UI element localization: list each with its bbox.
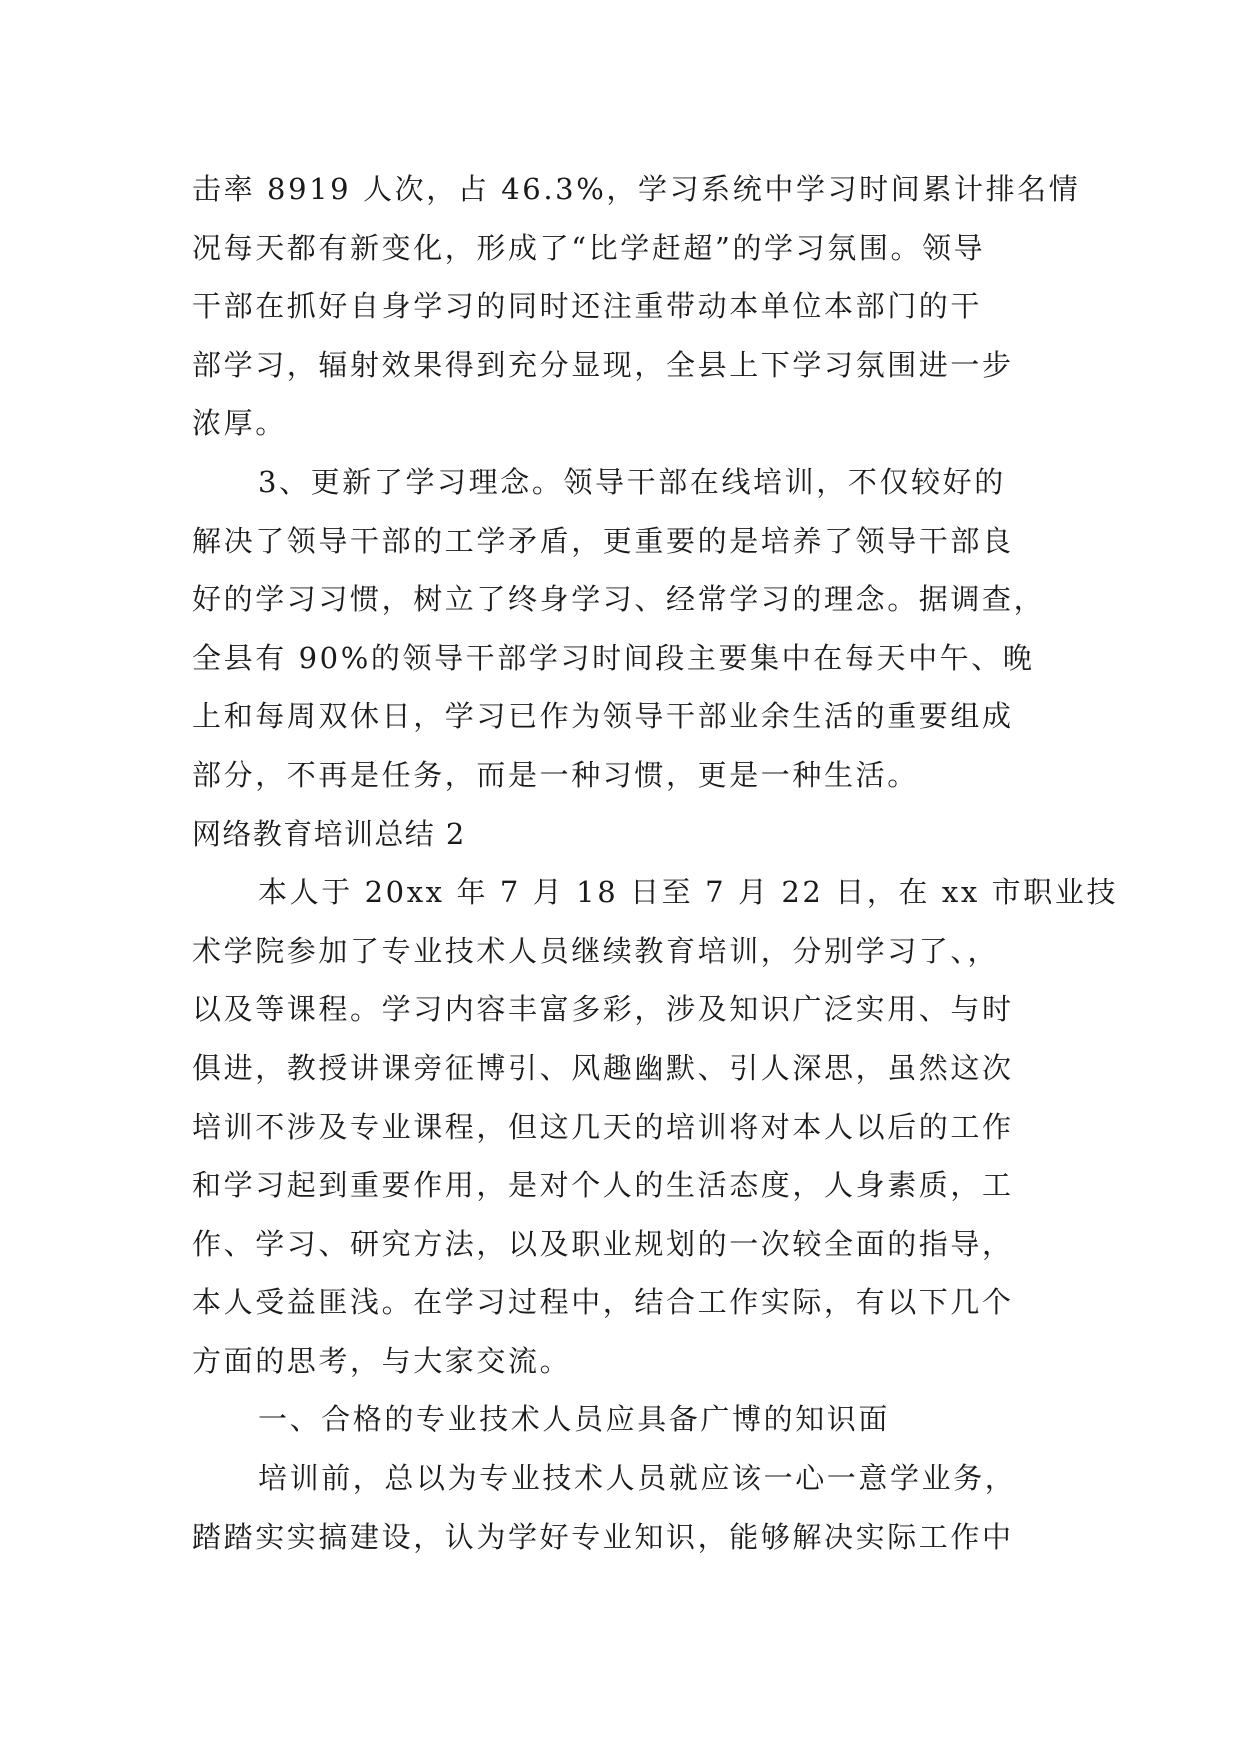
text-line: 一、合格的专业技术人员应具备广博的知识面 (258, 1402, 891, 1437)
text-line: 术学院参加了专业技术人员继续教育培训，分别学习了、， (192, 933, 1000, 968)
text-line: 俱进，教授讲课旁征博引、风趣幽默、引人深思，虽然这次 (192, 1050, 1014, 1085)
text-line: 浓厚。 (192, 406, 287, 441)
text-line: 以及等课程。学习内容丰富多彩，涉及知识广泛实用、与时 (192, 992, 1014, 1027)
text-line: 上和每周双休日，学习已作为领导干部业余生活的重要组成 (192, 699, 1014, 734)
text-line: 本人受益匪浅。在学习过程中，结合工作实际，有以下几个 (192, 1285, 1014, 1320)
text-line: 干部在抓好自身学习的同时还注重带动本单位本部门的干 (192, 289, 983, 324)
document-body (192, 160, 1119, 1566)
text-line: 解决了领导干部的工学矛盾，更重要的是培养了领导干部良 (192, 523, 1014, 558)
text-line: 踏踏实实搞建设，认为学好专业知识，能够解决实际工作中 (192, 1519, 1014, 1554)
text-line: 培训不涉及专业课程，但这几天的培训将对本人以后的工作 (192, 1109, 1014, 1144)
text-line: 方面的思考，与大家交流。 (192, 1343, 572, 1378)
section-heading: 网络教育培训总结 2 (192, 816, 466, 851)
text-line: 部分，不再是任务，而是一种习惯，更是一种生活。 (192, 757, 919, 792)
text-line: 和学习起到重要作用，是对个人的生活态度，人身素质，工 (192, 1168, 1014, 1203)
text-line: 本人于 20xx 年 7 月 18 日至 7 月 22 日，在 xx 市职业技 (258, 875, 1119, 910)
text-line: 全县有 90%的领导干部学习时间段主要集中在每天中午、晚 (192, 640, 1035, 675)
text-line: 击率 8919 人次，占 46.3%，学习系统中学习时间累计排名情 (192, 172, 1081, 206)
text-line: 好的学习习惯，树立了终身学习、经常学习的理念。据调查， (192, 582, 1046, 617)
text-line: 作、学习、研究方法，以及职业规划的一次较全面的指导， (192, 1226, 1014, 1261)
text-line: 部学习，辐射效果得到充分显现，全县上下学习氛围进一步 (192, 347, 1014, 382)
text-line: 培训前，总以为专业技术人员就应该一心一意学业务， (258, 1461, 1017, 1496)
text-line: 况每天都有新变化，形成了“比学赶超”的学习氛围。领导 (192, 230, 986, 265)
text-line: 3、更新了学习理念。领导干部在线培训，不仅较好的 (258, 464, 1006, 499)
